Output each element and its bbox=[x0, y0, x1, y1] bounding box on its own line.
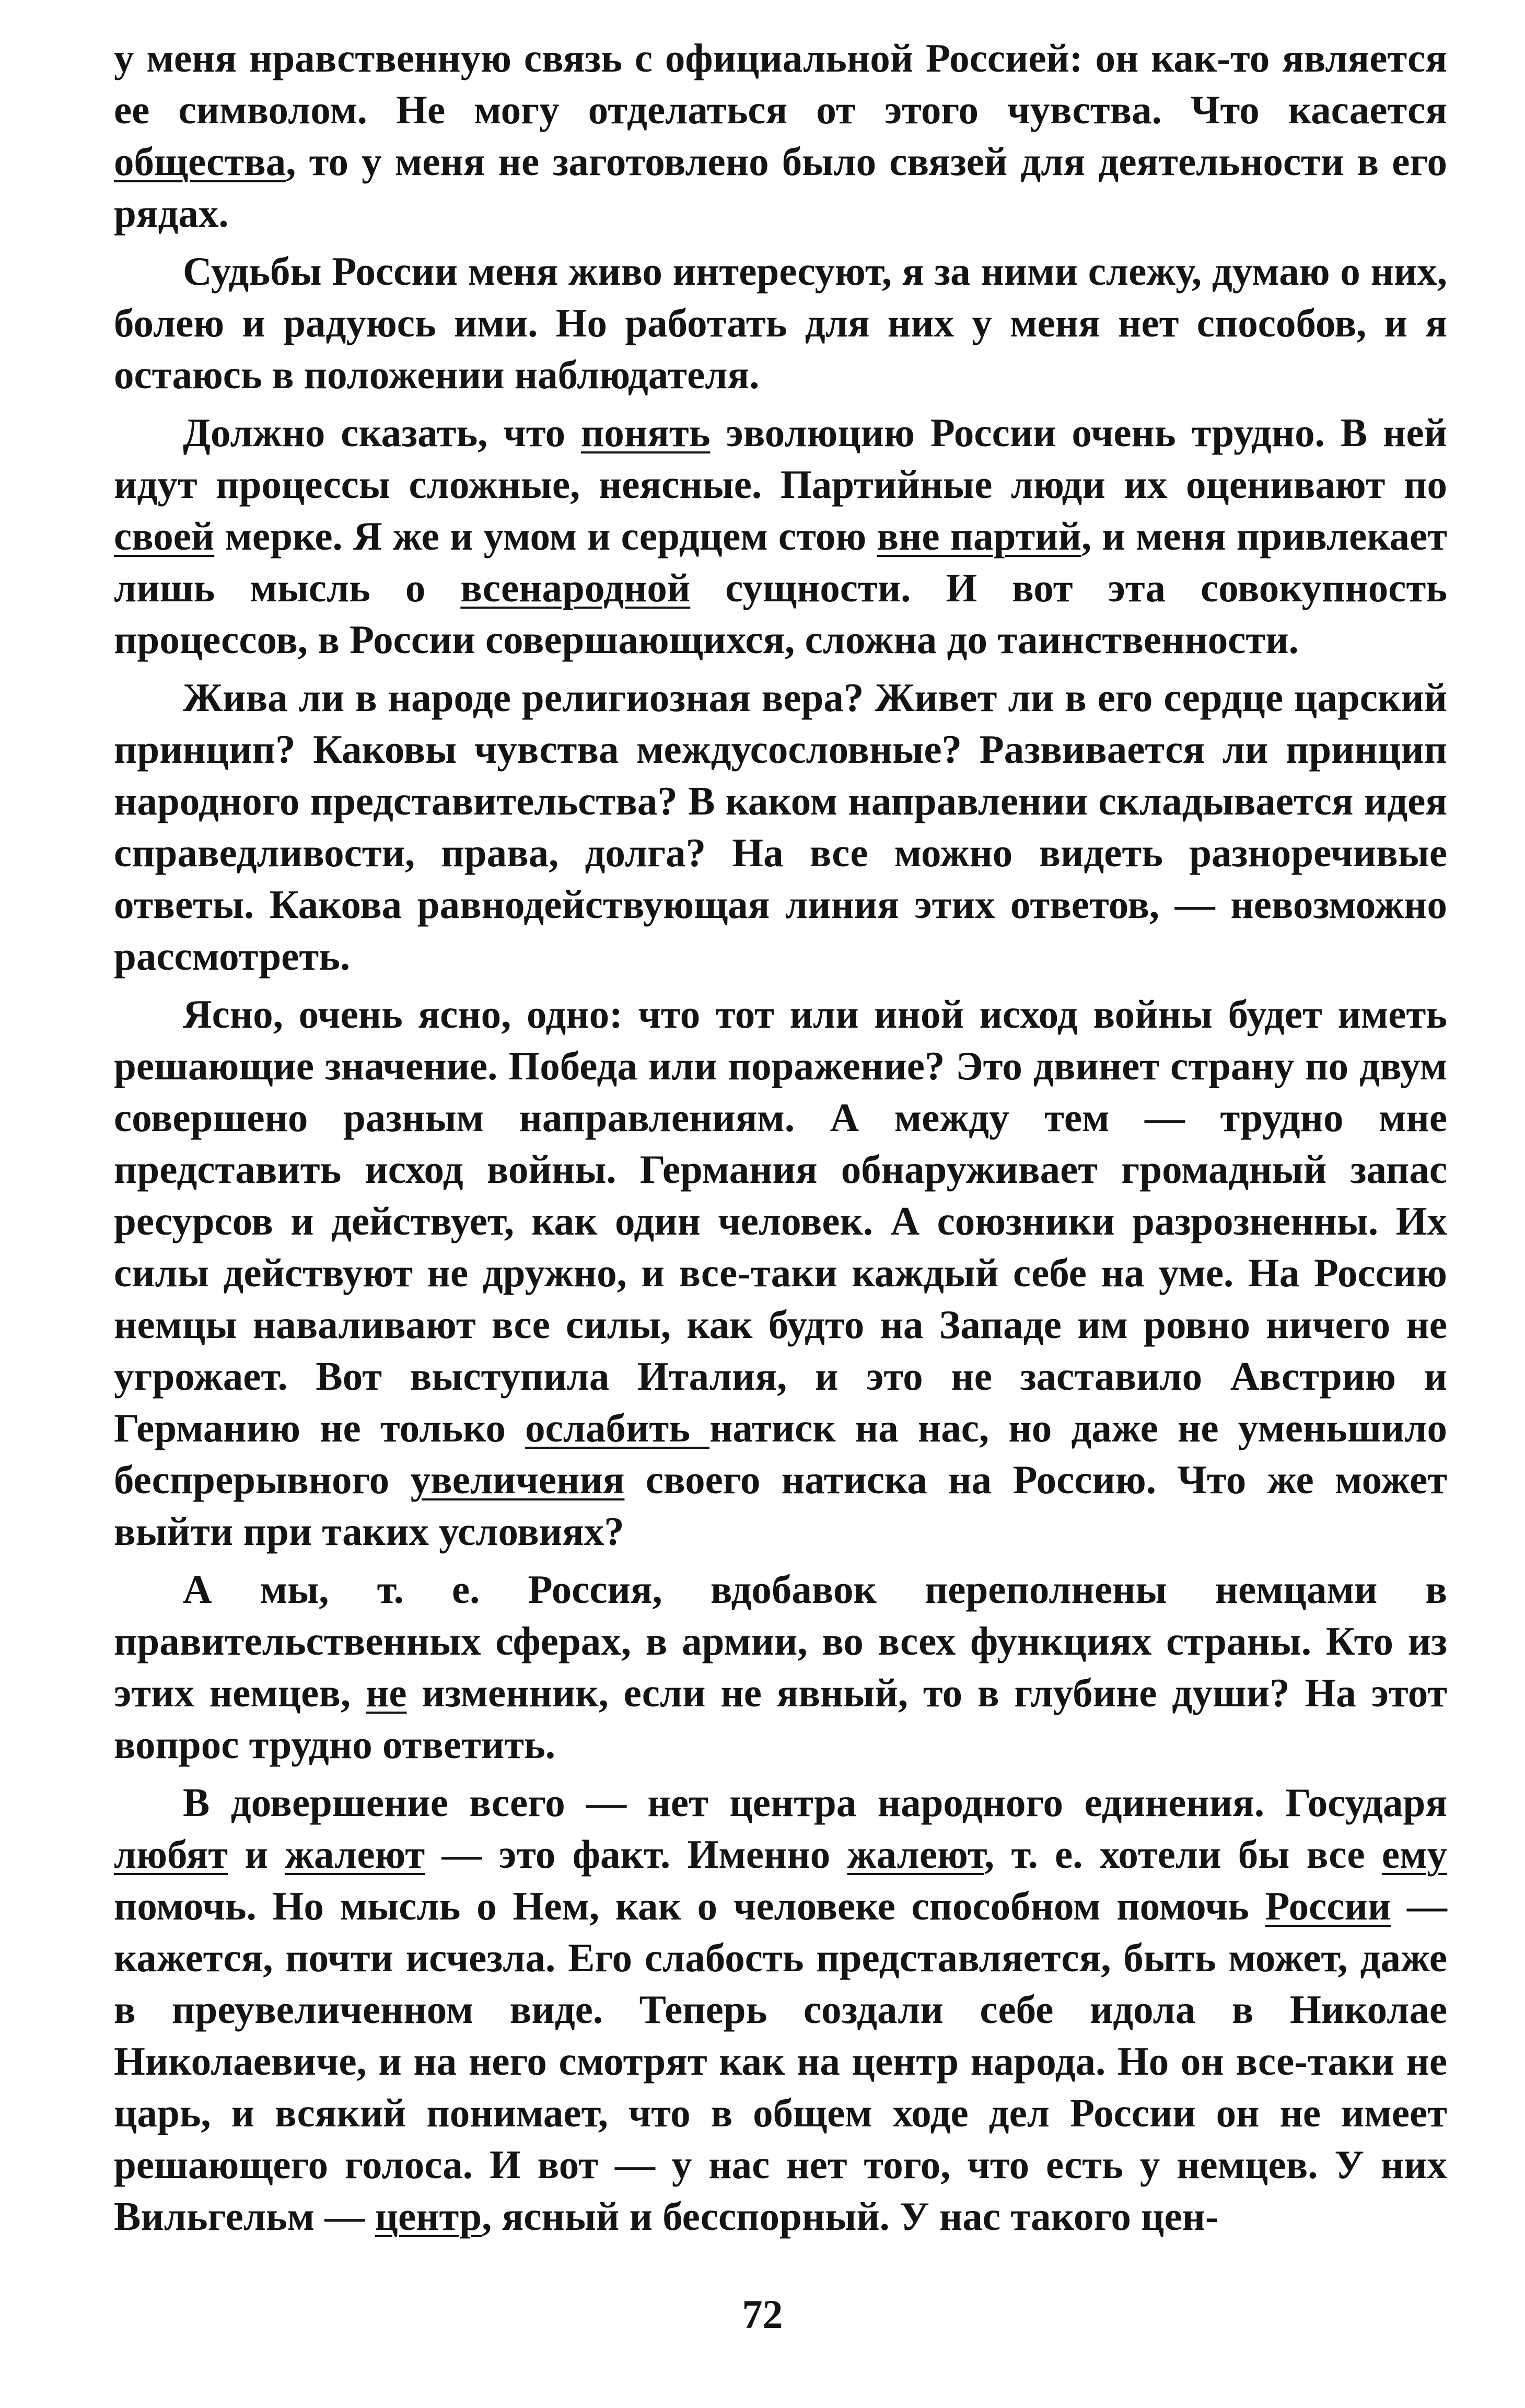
underlined-phrase: увеличения bbox=[410, 1457, 625, 1502]
paragraph-text: мерке. Я же и умом и сердцем стою bbox=[214, 514, 877, 559]
paragraph-text: натиск на нас, но даже не уменьшило беспрерывного bbox=[114, 1405, 1447, 1502]
underlined-phrase: всенародной bbox=[460, 565, 691, 610]
paragraph-text: Жива ли в народе религиозная вера? Живет ли в его сердце царский принцип? Каковы чувства междусословные? Развивается ли принцип народного представительства? В каком направлении складывается идея справедливости, права, долга? На все можно видеть разноречивые ответы. Какова равнодействующая линия этих ответов, — невозможно рассмотреть. bbox=[114, 675, 1447, 979]
underlined-phrase: вне партий bbox=[877, 514, 1081, 559]
underlined-phrase: жалеют bbox=[285, 1832, 425, 1877]
paragraph-text: сущности. И вот эта совокупность процессов, в России совершающихся, сложна до таинственности. bbox=[114, 565, 1448, 662]
paragraph-text: , т. е. хотели бы все bbox=[984, 1832, 1382, 1877]
underlined-phrase: ему bbox=[1381, 1832, 1447, 1877]
paragraph-text: изменник, если не явный, то в глубине души? На этот вопрос трудно ответить. bbox=[114, 1670, 1448, 1767]
paragraph-text: и bbox=[228, 1832, 285, 1877]
paragraph bbox=[114, 988, 1447, 1557]
paragraph-text: , ясный и бесспорный. У нас такого цен- bbox=[482, 2194, 1219, 2239]
page-body-text bbox=[114, 32, 1447, 2249]
underlined-phrase: своей bbox=[114, 514, 215, 559]
paragraph bbox=[114, 1564, 1447, 1771]
underlined-phrase: России bbox=[1265, 1883, 1391, 1928]
paragraph-text: у меня нравственную связь с официальной Россией: он как-то является ее символом. Не могу отделаться от этого чувства. Что касается bbox=[114, 36, 1447, 132]
paragraph-text: В довершение всего — нет центра народного единения. Государя bbox=[183, 1780, 1447, 1825]
paragraph-text: , то у меня не заготовлено было связей для деятельности в его рядах. bbox=[114, 139, 1447, 236]
paragraph-text: своего натиска на Россию. Что же может выйти при таких условиях? bbox=[114, 1457, 1447, 1554]
underlined-phrase: общества bbox=[114, 139, 286, 184]
paragraph-text: А мы, т. е. Россия, вдобавок переполнены немцами в правительственных сферах, в армии, во всех функциях страны. Кто из этих немцев, bbox=[114, 1567, 1447, 1715]
underlined-phrase: любят bbox=[114, 1832, 228, 1877]
paragraph-text: помочь. Но мысль о Нем, как о человеке способном помочь bbox=[114, 1883, 1265, 1928]
underlined-phrase: жалеют bbox=[847, 1832, 984, 1877]
underlined-phrase: понять bbox=[581, 410, 711, 455]
paragraph bbox=[114, 246, 1447, 401]
paragraph-text: , и меня привлекает лишь мысль о bbox=[114, 514, 1447, 610]
page-number: 72 bbox=[742, 2291, 783, 2337]
paragraph-text: — кажется, почти исчезла. Его слабость представляется, быть может, даже в преувеличенном виде. Теперь создали себе идола в Николае Николаевиче, и на него смотрят как на центр народа. Но он все-таки не царь, и всякий понимает, что в общем ходе дел России он не имеет решающего голоса. И вот — у нас нет того, что есть у немцев. У них Вильгельм — bbox=[114, 1883, 1448, 2239]
paragraph bbox=[114, 672, 1447, 982]
paragraph bbox=[114, 1777, 1447, 2242]
paragraph bbox=[114, 407, 1447, 666]
underlined-phrase: ослабить bbox=[525, 1405, 710, 1450]
paragraph-text: — это факт. Именно bbox=[425, 1832, 847, 1877]
paragraph bbox=[114, 32, 1447, 239]
paragraph-text: эволюцию России очень трудно. В ней идут процессы сложные, неясные. Партийные люди их оценивают по bbox=[114, 410, 1448, 507]
paragraph-text: Ясно, очень ясно, одно: что тот или иной исход войны будет иметь решающие значение. Победа или поражение? Это двинет страну по двум совершено разным направлениям. А между тем — трудно мне представить исход войны. Германия обнаруживает громадный запас ресурсов и действует, как один человек. А союзники разрозненны. Их силы действуют не дружно, и все-таки каждый себе на уме. На Россию немцы наваливают все силы, как будто на Западе им ровно ничего не угрожает. Вот выступила Италия, и это не заставило Австрию и Германию не только bbox=[114, 992, 1447, 1450]
underlined-phrase: не bbox=[365, 1670, 407, 1715]
paragraph-text: Должно сказать, что bbox=[183, 410, 581, 455]
paragraph-text: Судьбы России меня живо интересуют, я за ними слежу, думаю о них, болею и радуюсь ими. Но работать для них у меня нет способов, и я остаюсь в положении наблюдателя. bbox=[114, 249, 1447, 397]
underlined-phrase: центр bbox=[375, 2194, 482, 2239]
